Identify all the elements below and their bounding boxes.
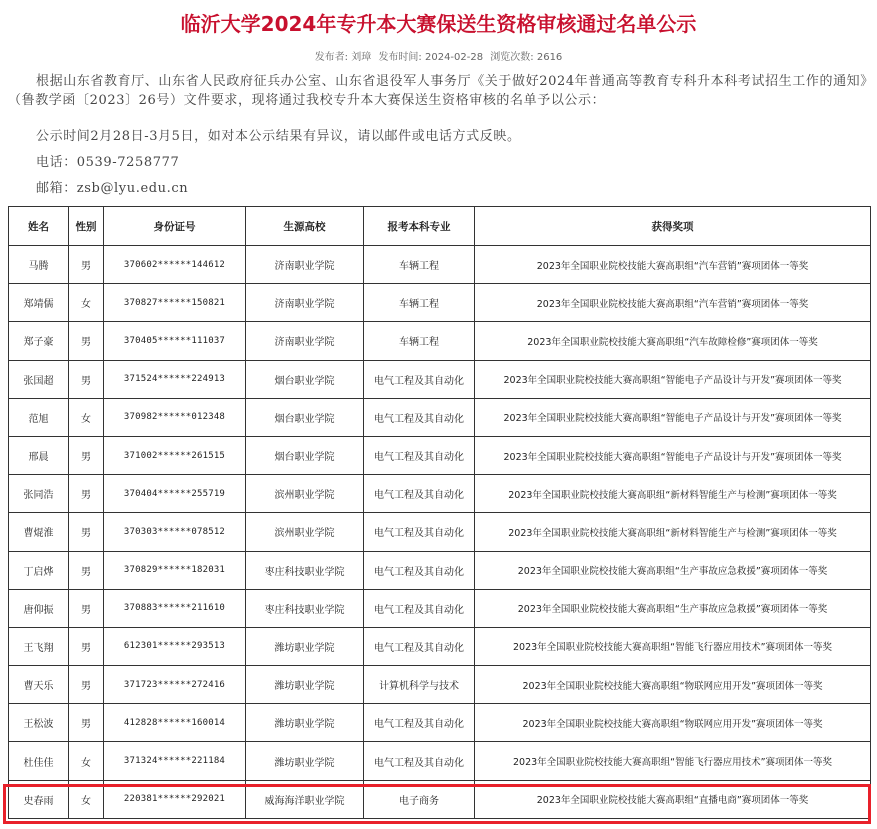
cell-major: 计算机科学与技术 <box>364 666 475 704</box>
cell-name: 马腾 <box>9 246 69 284</box>
cell-name: 邢晨 <box>9 436 69 474</box>
table-row <box>9 436 871 474</box>
cell-gender: 男 <box>69 589 104 627</box>
table-row <box>9 627 871 665</box>
cell-gender: 男 <box>69 627 104 665</box>
cell-award: 2023年全国职业院校技能大赛高职组“物联网应用开发”赛项团体一等奖 <box>475 666 871 704</box>
cell-name: 史春雨 <box>9 780 69 818</box>
cell-gender: 男 <box>69 436 104 474</box>
cell-id-number: 370829******182031 <box>104 551 246 589</box>
cell-gender: 男 <box>69 666 104 704</box>
header-gender: 性别 <box>69 207 104 246</box>
table-header-row <box>9 207 871 246</box>
table-row <box>9 322 871 360</box>
cell-name: 丁启烨 <box>9 551 69 589</box>
cell-major: 电气工程及其自动化 <box>364 742 475 780</box>
cell-source-college: 潍坊职业学院 <box>246 704 364 742</box>
cell-major: 电气工程及其自动化 <box>364 589 475 627</box>
cell-gender: 男 <box>69 513 104 551</box>
table-row <box>9 666 871 704</box>
cell-name: 范旭 <box>9 398 69 436</box>
cell-name: 杜佳佳 <box>9 742 69 780</box>
publish-date: 发布时间: 2024-02-28 <box>378 52 484 63</box>
candidate-table <box>8 206 871 819</box>
contact-phone: 电话：0539-7258777 <box>36 155 180 170</box>
table-row <box>9 551 871 589</box>
cell-award: 2023年全国职业院校技能大赛高职组“汽车故障检修”赛项团体一等奖 <box>475 322 871 360</box>
cell-source-college: 济南职业学院 <box>246 284 364 322</box>
intro-paragraph: 根据山东省教育厅、山东省人民政府征兵办公室、山东省退役军人事务厅《关于做好2024年普通高等教育专科升本科考试招生工作的通知》（鲁教学函〔2023〕26号）文件要求，现将通过我校专升本大赛保送生资格审核的名单予以公示： <box>8 74 868 108</box>
cell-source-college: 枣庄科技职业学院 <box>246 551 364 589</box>
cell-id-number: 371524******224913 <box>104 360 246 398</box>
table-row <box>9 742 871 780</box>
cell-award: 2023年全国职业院校技能大赛高职组“物联网应用开发”赛项团体一等奖 <box>475 704 871 742</box>
cell-award: 2023年全国职业院校技能大赛高职组“汽车营销”赛项团体一等奖 <box>475 246 871 284</box>
cell-award: 2023年全国职业院校技能大赛高职组“汽车营销”赛项团体一等奖 <box>475 284 871 322</box>
cell-award: 2023年全国职业院校技能大赛高职组“智能飞行器应用技术”赛项团体一等奖 <box>475 627 871 665</box>
cell-source-college: 滨州职业学院 <box>246 513 364 551</box>
view-count: 浏览次数: 2616 <box>490 52 563 63</box>
cell-name: 曹焜淮 <box>9 513 69 551</box>
cell-major: 电气工程及其自动化 <box>364 436 475 474</box>
publisher: 发布者: 刘璋 <box>314 52 372 63</box>
cell-gender: 男 <box>69 322 104 360</box>
cell-award: 2023年全国职业院校技能大赛高职组“新材料智能生产与检测”赛项团体一等奖 <box>475 475 871 513</box>
cell-name: 郑子豪 <box>9 322 69 360</box>
cell-gender: 女 <box>69 284 104 322</box>
cell-id-number: 370404******255719 <box>104 475 246 513</box>
cell-id-number: 370827******150821 <box>104 284 246 322</box>
cell-award: 2023年全国职业院校技能大赛高职组“新材料智能生产与检测”赛项团体一等奖 <box>475 513 871 551</box>
cell-award: 2023年全国职业院校技能大赛高职组“智能电子产品设计与开发”赛项团体一等奖 <box>475 360 871 398</box>
cell-id-number: 370405******111037 <box>104 322 246 360</box>
cell-award: 2023年全国职业院校技能大赛高职组“生产事故应急救援”赛项团体一等奖 <box>475 551 871 589</box>
cell-id-number: 612301******293513 <box>104 627 246 665</box>
table-row <box>9 360 871 398</box>
cell-id-number: 370602******144612 <box>104 246 246 284</box>
cell-gender: 男 <box>69 360 104 398</box>
cell-id-number: 412828******160014 <box>104 704 246 742</box>
cell-source-college: 威海海洋职业学院 <box>246 780 364 818</box>
table-row <box>9 780 871 818</box>
cell-id-number: 370982******012348 <box>104 398 246 436</box>
table-row <box>9 398 871 436</box>
cell-name: 张同浩 <box>9 475 69 513</box>
cell-id-number: 370883******211610 <box>104 589 246 627</box>
cell-major: 电子商务 <box>364 780 475 818</box>
cell-major: 电气工程及其自动化 <box>364 513 475 551</box>
cell-source-college: 济南职业学院 <box>246 246 364 284</box>
cell-gender: 女 <box>69 742 104 780</box>
cell-award: 2023年全国职业院校技能大赛高职组“直播电商”赛项团体一等奖 <box>475 780 871 818</box>
cell-major: 电气工程及其自动化 <box>364 551 475 589</box>
cell-gender: 女 <box>69 398 104 436</box>
table-row <box>9 704 871 742</box>
cell-source-college: 滨州职业学院 <box>246 475 364 513</box>
table-row <box>9 284 871 322</box>
cell-name: 曹天乐 <box>9 666 69 704</box>
cell-gender: 女 <box>69 780 104 818</box>
cell-major: 电气工程及其自动化 <box>364 398 475 436</box>
cell-major: 电气工程及其自动化 <box>364 475 475 513</box>
cell-name: 王松波 <box>9 704 69 742</box>
cell-major: 车辆工程 <box>364 322 475 360</box>
cell-gender: 男 <box>69 246 104 284</box>
cell-source-college: 济南职业学院 <box>246 322 364 360</box>
cell-gender: 男 <box>69 475 104 513</box>
cell-major: 电气工程及其自动化 <box>364 627 475 665</box>
table-row <box>9 589 871 627</box>
cell-source-college: 潍坊职业学院 <box>246 627 364 665</box>
cell-major: 车辆工程 <box>364 284 475 322</box>
table-row <box>9 475 871 513</box>
cell-id-number: 371002******261515 <box>104 436 246 474</box>
header-id-number: 身份证号 <box>104 207 246 246</box>
notice-period: 公示时间2月28日-3月5日，如对本公示结果有异议，请以邮件或电话方式反映。 <box>36 129 521 144</box>
cell-id-number: 370303******078512 <box>104 513 246 551</box>
cell-id-number: 220381******292021 <box>104 780 246 818</box>
cell-award: 2023年全国职业院校技能大赛高职组“智能飞行器应用技术”赛项团体一等奖 <box>475 742 871 780</box>
cell-name: 张国超 <box>9 360 69 398</box>
header-award: 获得奖项 <box>475 207 871 246</box>
header-major: 报考本科专业 <box>364 207 475 246</box>
cell-award: 2023年全国职业院校技能大赛高职组“生产事故应急救援”赛项团体一等奖 <box>475 589 871 627</box>
contact-email: 邮箱：zsb@lyu.edu.cn <box>36 181 189 196</box>
cell-name: 王飞翔 <box>9 627 69 665</box>
cell-source-college: 烟台职业学院 <box>246 398 364 436</box>
cell-name: 唐仰振 <box>9 589 69 627</box>
article-meta <box>0 48 877 63</box>
cell-major: 电气工程及其自动化 <box>364 360 475 398</box>
table-row <box>9 513 871 551</box>
cell-source-college: 烟台职业学院 <box>246 360 364 398</box>
cell-award: 2023年全国职业院校技能大赛高职组“智能电子产品设计与开发”赛项团体一等奖 <box>475 436 871 474</box>
cell-id-number: 371324******221184 <box>104 742 246 780</box>
cell-source-college: 枣庄科技职业学院 <box>246 589 364 627</box>
header-name: 姓名 <box>9 207 69 246</box>
cell-source-college: 烟台职业学院 <box>246 436 364 474</box>
cell-source-college: 潍坊职业学院 <box>246 666 364 704</box>
cell-major: 车辆工程 <box>364 246 475 284</box>
page-title: 临沂大学2024年专升本大赛保送生资格审核通过名单公示 <box>180 12 697 36</box>
cell-id-number: 371723******272416 <box>104 666 246 704</box>
header-source-college: 生源高校 <box>246 207 364 246</box>
cell-gender: 男 <box>69 551 104 589</box>
table-row <box>9 246 871 284</box>
cell-source-college: 潍坊职业学院 <box>246 742 364 780</box>
cell-award: 2023年全国职业院校技能大赛高职组“智能电子产品设计与开发”赛项团体一等奖 <box>475 398 871 436</box>
cell-major: 电气工程及其自动化 <box>364 704 475 742</box>
cell-name: 郑靖儒 <box>9 284 69 322</box>
cell-gender: 男 <box>69 704 104 742</box>
